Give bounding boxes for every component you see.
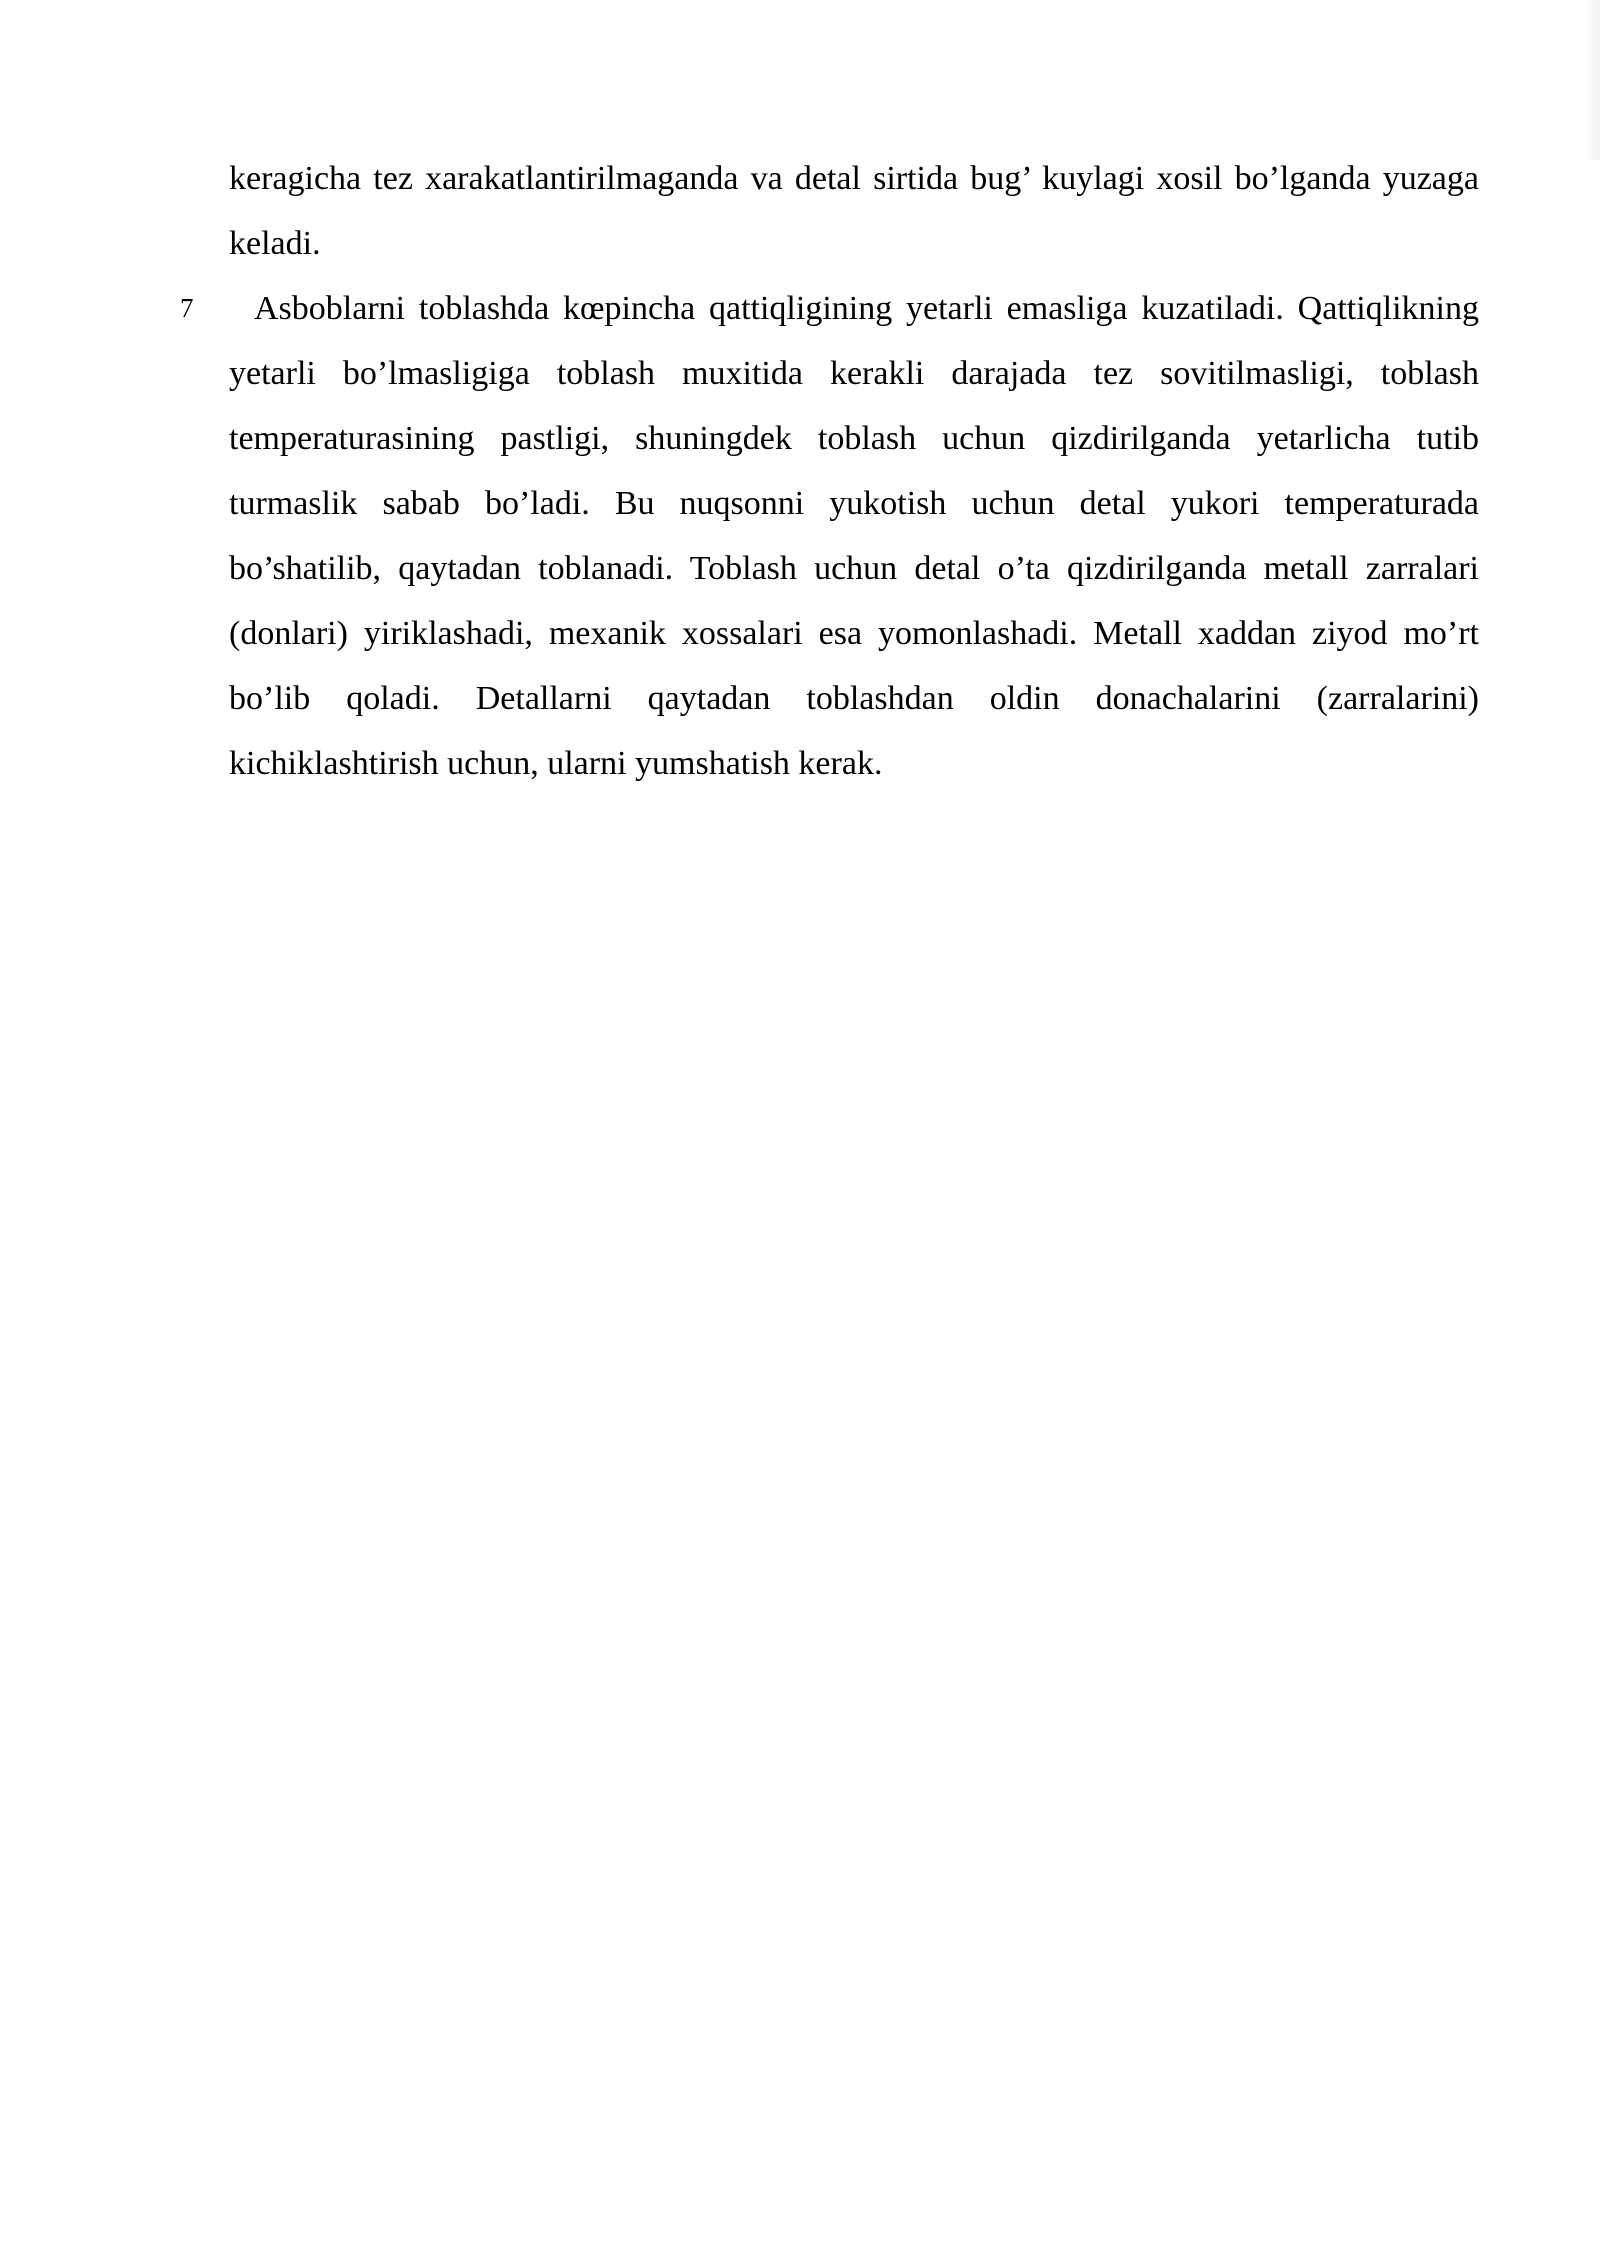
paragraph-number: 7: [180, 293, 194, 323]
document-body: [180, 146, 1479, 796]
paragraph-text: Asboblarni toblashda kœpincha qattiqligining yetarli emasliga kuzatiladi. Qattiqlikning yetarli bo’lmasligiga toblash muxitida kerakli darajada tez sovitilmasligi, toblash temperaturasining pastligi, shuningdek toblash uchun qizdirilganda yetarlicha tutib turmaslik sabab bo’ladi. Bu nuqsonni yukotish uchun detal yukori temperaturada bo’shatilib, qaytadan toblanadi. Toblash uchun detal o’ta qizdirilganda metall zarralari (donlari) yiriklashadi, mexanik xossalari esa yomonlashadi. Metall xaddan ziyod mo’rt bo’lib qoladi. Detallarni qaytadan toblashdan oldin donachalarini (zarralarini) kichiklashtirish uchun, ularni yumshatish kerak.: [229, 290, 1479, 782]
paragraph-item-7: [180, 276, 1479, 796]
page-edge-shadow: [1586, 0, 1600, 160]
paragraph-continuation: keragicha tez xarakatlantirilmaganda va detal sirtida bug’ kuylagi xosil bo’lganda yuzaga keladi.: [229, 160, 1479, 262]
